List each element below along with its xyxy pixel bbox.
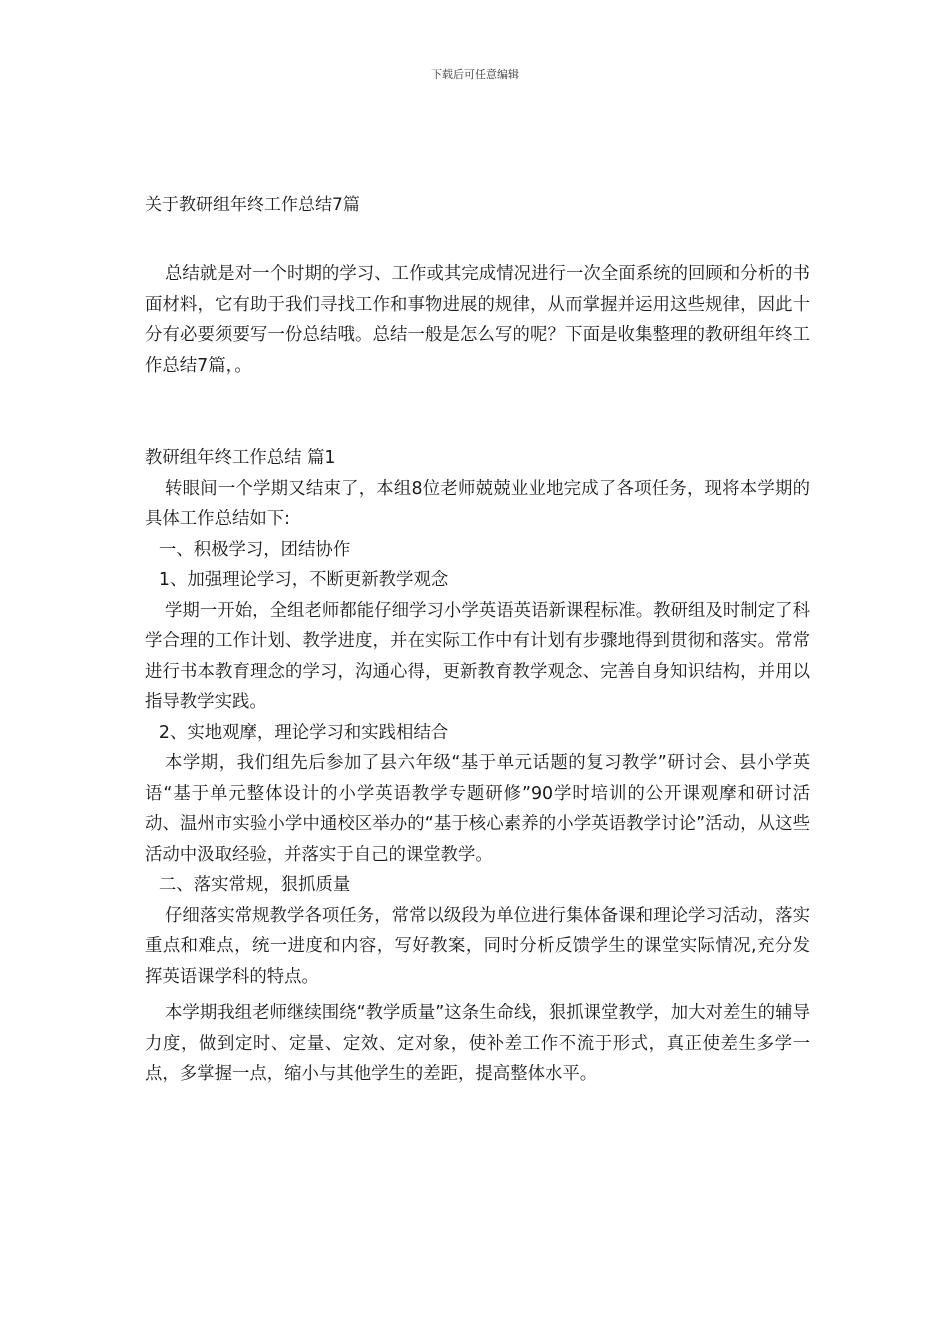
section-1: [145, 443, 810, 1090]
document-title: 关于教研组年终工作总结7篇: [145, 195, 360, 215]
part-2-paragraph-1: 仔细落实常规教学各项任务，常常以级段为单位进行集体备课和理论学习活动，落实重点和难点，统一进度和内容，写好教案，同时分析反馈学生的课堂实际情况,充分发挥英语课学科的特点。: [145, 905, 810, 987]
item-1-heading: 1、加强理论学习，不断更新教学观念: [158, 570, 449, 590]
intro-paragraph: 总结就是对一个时期的学习、工作或其完成情况进行一次全面系统的回顾和分析的书面材料，它有助于我们寻找工作和事物进展的规律，从而掌握并运用这些规律，因此十分有必要须要写一份总结哦。总结一般是怎么写的呢？下面是收集整理的教研组年终工作总结7篇，。: [145, 264, 810, 376]
section-opening-paragraph: 转眼间一个学期又结束了，本组8位老师兢兢业业地完成了各项任务，现将本学期的具体工作总结如下:: [145, 478, 810, 529]
section-heading: 教研组年终工作总结 篇1: [145, 448, 336, 468]
item-1-paragraph: 学期一开始，全组老师都能仔细学习小学英语英语新课程标准。教研组及时制定了科学合理的工作计划、教学进度，并在实际工作中有计划有步骤地得到贯彻和落实。常常进行书本教育理念的学习，沟通心得，更新教育教学观念、完善自身知识结构，并用以指导教学实践。: [145, 600, 810, 712]
part-2-heading: 二、落实常规，狠抓质量: [158, 875, 351, 895]
item-2-paragraph: 本学期，我们组先后参加了县六年级“基于单元话题的复习教学”研讨会、县小学英语“基于单元整体设计的小学英语教学专题研修”90学时培训的公开课观摩和研讨活动、温州市实验小学中通校区举办的“基于核心素养的小学英语教学讨论”活动，从这些活动中汲取经验，并落实于自己的课堂教学。: [145, 753, 810, 865]
intro-block: [145, 259, 810, 381]
part-2-paragraph-2: 本学期我组老师继续围绕“教学质量”这条生命线，狠抓课堂教学，加大对差生的辅导力度，做到定时、定量、定效、定对象，使补差工作不流于形式，真正使差生多学一点，多掌握一点，缩小与其他学生的差距，提高整体水平。: [145, 1003, 810, 1084]
page-header-note: 下载后可任意编辑: [431, 68, 519, 81]
part-1-heading: 一、积极学习，团结协作: [158, 539, 351, 560]
item-2-heading: 2、实地观摩，理论学习和实践相结合: [158, 722, 449, 743]
